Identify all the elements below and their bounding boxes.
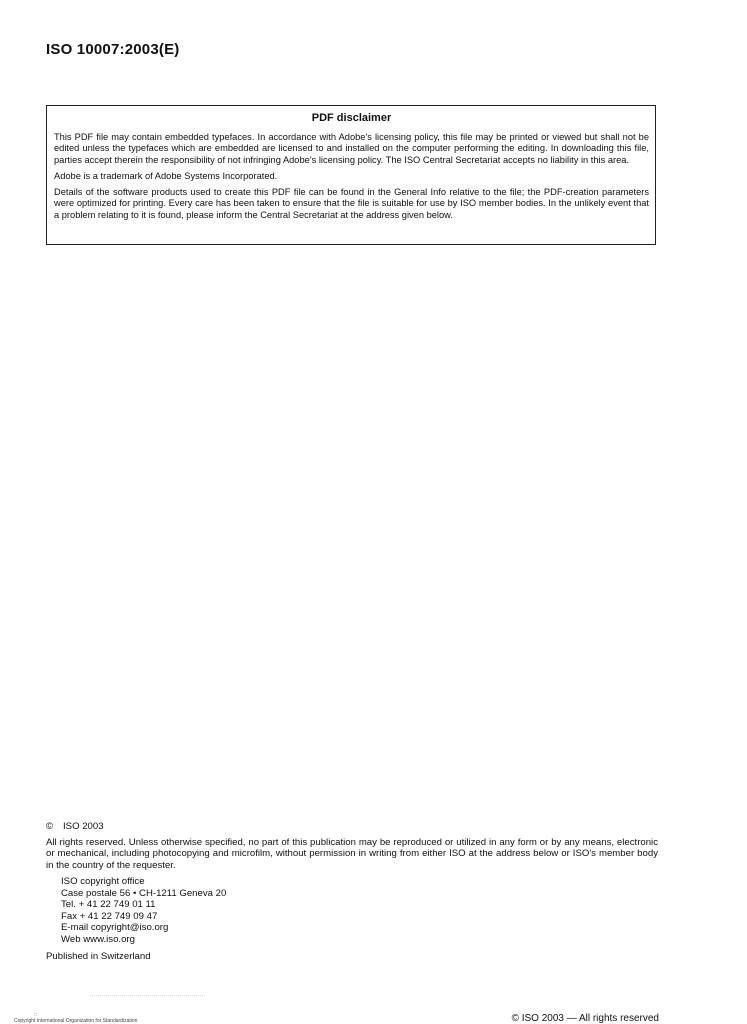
published-in: Published in Switzerland <box>46 951 151 962</box>
address-postal: Case postale 56 • CH-1211 Geneva 20 <box>61 887 227 899</box>
disclaimer-paragraph-software: Details of the software products used to create this PDF file can be found in the General Info relative to the file; the PDF-creation parameters were optimized for printing. Every care has been taken to ensure that the file is suitable for use by ISO member bodies. In the unlikely event that a problem relating to it is found, please inform the Central Secretariat at the address given below. <box>54 187 649 220</box>
copyright-section <box>46 821 658 963</box>
address-web[interactable]: Web www.iso.org <box>61 933 135 945</box>
disclaimer-paragraph-trademark: Adobe is a trademark of Adobe Systems Incorporated. <box>54 170 278 181</box>
address-tel: Tel. + 41 22 749 01 11 <box>61 899 156 910</box>
footer-rights-reserved: © ISO 2003 — All rights reserved <box>511 1013 659 1024</box>
disclaimer-title: PDF disclaimer <box>311 112 392 124</box>
address-email[interactable]: E-mail copyright@iso.org <box>61 922 169 933</box>
rights-statement: All rights reserved. Unless otherwise specified, no part of this publication may be reproduced or utilized in any form or by any means, electronic or mechanical, including photocopying and microfilm, without permission in writing from either ISO at the address below or ISO's member body in the country of the requester. <box>46 836 658 871</box>
address-office: ISO copyright office <box>61 876 145 887</box>
faint-divider <box>90 995 205 996</box>
copyright-year-line <box>46 821 658 833</box>
footer-left-text: Copyright International Organization for Standardization <box>14 1018 138 1024</box>
pdf-disclaimer-box <box>46 105 656 245</box>
document-id-header: ISO 10007:2003(E) <box>46 41 180 58</box>
iso-address-block <box>61 876 658 945</box>
copyright-symbol: © <box>46 821 54 832</box>
footer-copyright-holder <box>14 1012 138 1024</box>
disclaimer-paragraph-typefaces: This PDF file may contain embedded typefaces. In accordance with Adobe's licensing policy, this file may be printed or viewed but shall not be edited unless the typefaces which are embedded are licensed to and installed on the computer performing the editing. In downloading this file, parties accept therein the responsibility of not infringing Adobe's licensing policy. The ISO Central Secretariat accepts no liability in this area. <box>54 132 649 165</box>
footer-mark: :: <box>34 1012 37 1018</box>
address-fax: Fax + 41 22 749 09 47 <box>61 910 158 922</box>
copyright-year: ISO 2003 <box>63 821 104 832</box>
